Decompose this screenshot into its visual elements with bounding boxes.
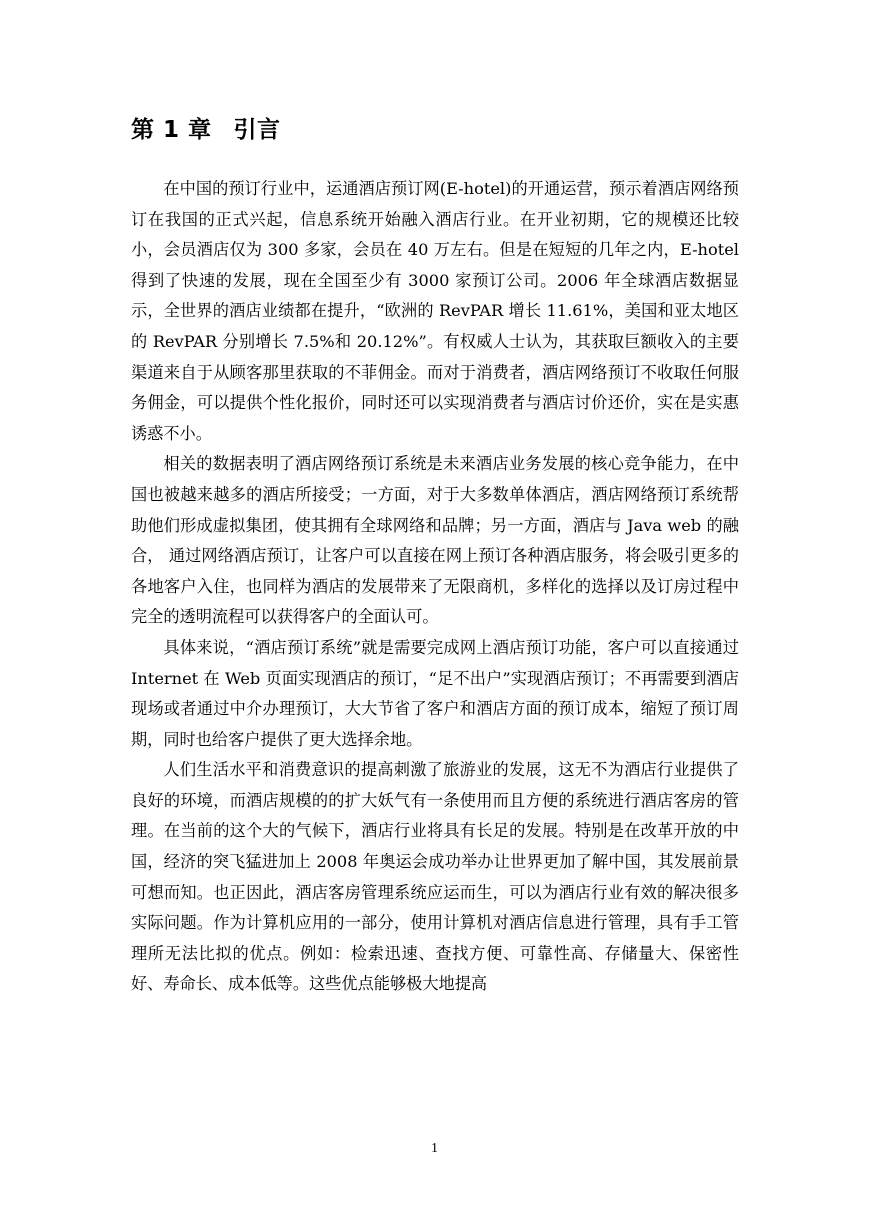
paragraph-3: 具体来说，“酒店预订系统”就是需要完成网上酒店预订功能，客户可以直接通过 Internet 在 Web 页面实现酒店的预订，“足不出户”实现酒店预订；不再需要到酒店现场或者通过中介办理预订，大大节省了客户和酒店方面的预订成本，缩短了预订周期，同时也给客户提供了更大选择余地。 xyxy=(131,637,739,749)
page-number: 1 xyxy=(431,1141,438,1156)
paragraph-4: 人们生活水平和消费意识的提高刺激了旅游业的发展，这无不为酒店行业提供了良好的环境，而酒店规模的的扩大妖气有一条使用而且方便的系统进行酒店客房的管理。在当前的这个大的气候下，酒店行业将具有长足的发展。特别是在改革开放的中国，经济的突飞猛进加上 2008 年奥运会成功举办让世界更加了解中国，其发展前景可想而知。也正因此，酒店客房管理系统应运而生，可以为酒店行业有效的解决很多实际问题。作为计算机应用的一部分，使用计算机对酒店信息进行管理，具有手工管理所无法比拟的优点。例如：检索迅速、查找方便、可靠性高、存储量大、保密性好、寿命长、成本低等。这些优点能够极大地提高 xyxy=(131,760,740,994)
chapter-number: 第 1 章 xyxy=(131,117,212,143)
paragraph-1: 在中国的预订行业中，运通酒店预订网(E-hotel)的开通运营，预示着酒店网络预订在我国的正式兴起，信息系统开始融入酒店行业。在开业初期，它的规模还比较小，会员酒店仅为 300 多家，会员在 40 万左右。但是在短短的几年之内，E-hotel 得到了快速的发展，现在全国至少有 3000 家预订公司。2006 年全球酒店数据显示，全世界的酒店业绩都在提升，“欧洲的 RevPAR 增长 11.61%，美国和亚太地区的 RevPAR 分别增长 7.5%和 20.12%”。有权威人士认为，其获取巨额收入的主要渠道来自于从顾客那里获取的不菲佣金。而对于消费者，酒店网络预订不收取任何服务佣金，可以提供个性化报价，同时还可以实现消费者与酒店讨价还价，实在是实惠诱惑不小。 xyxy=(131,179,739,443)
chapter-body xyxy=(131,174,739,1000)
chapter-title: 引言 xyxy=(233,117,281,143)
chapter-heading xyxy=(131,114,281,146)
paragraph-2: 相关的数据表明了酒店网络预订系统是未来酒店业务发展的核心竞争能力，在中国也被越来越多的酒店所接受；一方面，对于大多数单体酒店，酒店网络预订系统帮助他们形成虚拟集团，使其拥有全球网络和品牌；另一方面，酒店与 Java web 的融合， 通过网络酒店预订，让客户可以直接在网上预订各种酒店服务，将会吸引更多的各地客户入住，也同样为酒店的发展带来了无限商机，多样化的选择以及订房过程中完全的透明流程可以获得客户的全面认可。 xyxy=(131,454,739,627)
